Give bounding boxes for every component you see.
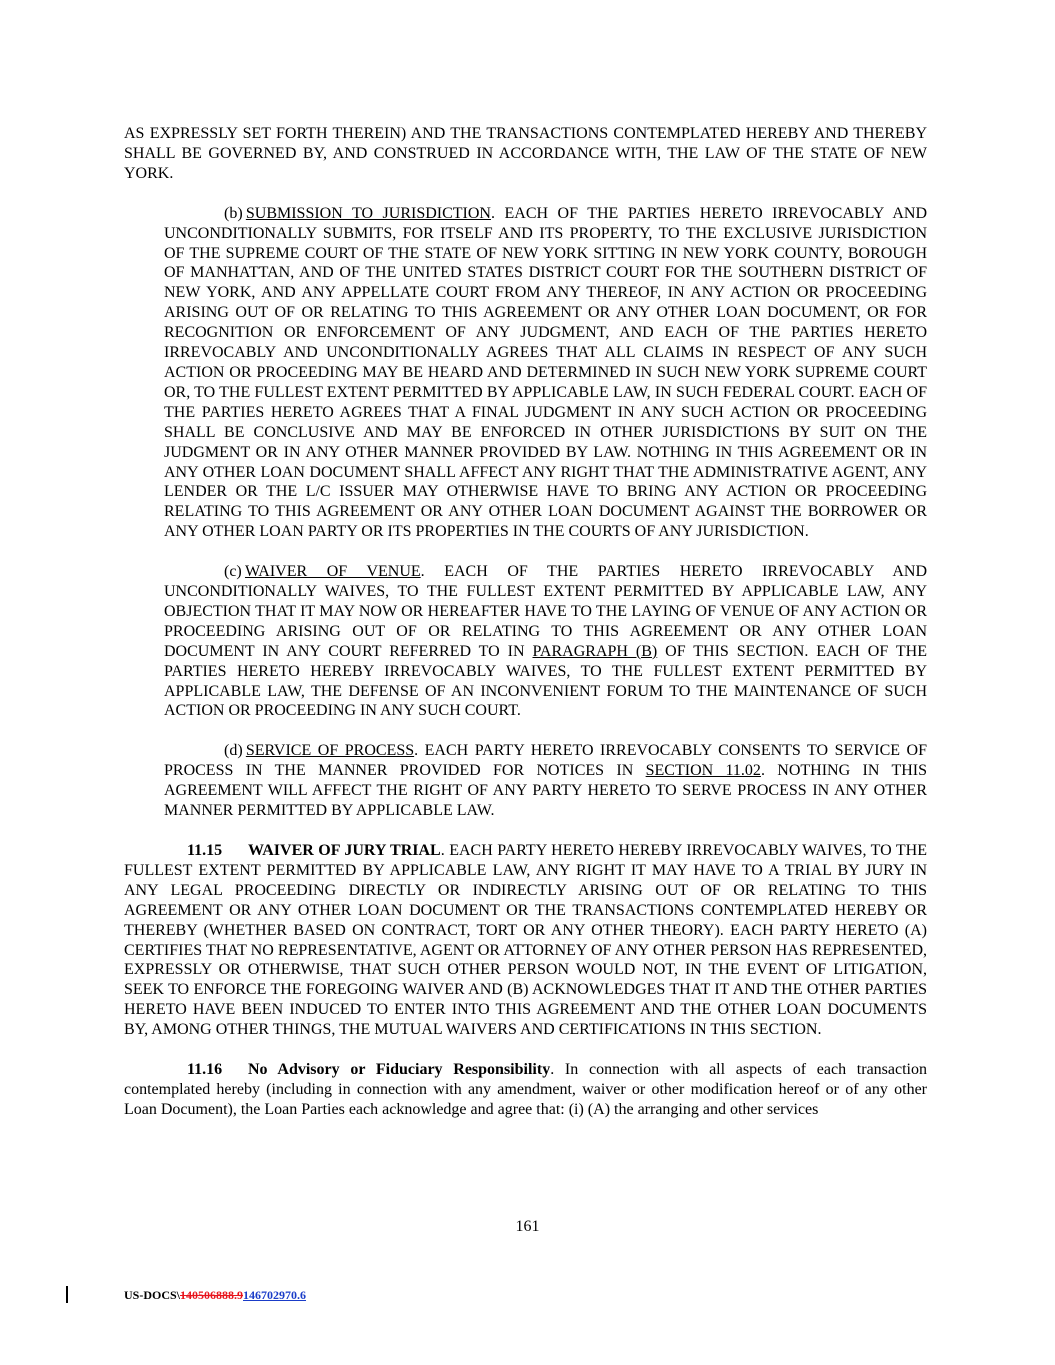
section-11-15-number: 11.15 [187, 842, 223, 859]
paragraph-b-text: . EACH OF THE PARTIES HERETO IRREVOCABLY AND UNCONDITIONALLY SUBMITS, FOR ITSELF AND ITS PROPERTY, TO THE EXCLUSIVE JURISDICTION OF THE SUPREME COURT OF THE STATE OF NEW YORK SITTING IN NEW YORK COUNTY, BOROUGH OF MANHATTAN, AND OF THE UNITED STATES DISTRICT COURT FOR THE SOUTHERN DISTRICT OF NEW YORK, AND ANY APPELLATE COURT FROM ANY THEREOF, IN ANY ACTION OR PROCEEDING ARISING OUT OF OR RELATING TO THIS AGREEMENT OR ANY OTHER LOAN DOCUMENT, OR FOR RECOGNITION OR ENFORCEMENT OF ANY JUDGMENT, AND EACH OF THE PARTIES HERETO IRREVOCABLY AND UNCONDITIONALLY AGREES THAT ALL CLAIMS IN RESPECT OF ANY SUCH ACTION OR PROCEEDING MAY BE HEARD AND DETERMINED IN SUCH NEW YORK SUPREME COURT OR, TO THE FULLEST EXTENT PERMITTED BY APPLICABLE LAW, IN SUCH FEDERAL COURT. EACH OF THE PARTIES HERETO AGREES THAT A FINAL JUDGMENT IN ANY SUCH ACTION OR PROCEEDING SHALL BE CONCLUSIVE AND MAY BE ENFORCED IN OTHER JURISDICTIONS BY SUIT ON THE JUDGMENT OR IN ANY OTHER MANNER PROVIDED BY LAW. NOTHING IN THIS AGREEMENT OR IN ANY OTHER LOAN DOCUMENT SHALL AFFECT ANY RIGHT THAT THE ADMINISTRATIVE AGENT, ANY LENDER OR THE L/C ISSUER MAY OTHERWISE HAVE TO BRING ANY ACTION OR PROCEEDING RELATING TO THIS AGREEMENT OR ANY OTHER LOAN DOCUMENT AGAINST THE BORROWER OR ANY OTHER LOAN PARTY OR ITS PROPERTIES IN THE COURTS OF ANY JURISDICTION. [164, 204, 928, 541]
paragraph-d-text-end: . NOTHING IN THIS AGREEMENT WILL AFFECT THE RIGHT OF ANY PARTY HERETO TO SERVE PROCESS IN ANY OTHER MANNER PERMITTED BY APPLICABLE LAW. [164, 762, 927, 820]
paragraph-d [164, 741, 927, 821]
paragraph-d-text: . EACH PARTY HERETO IRREVOCABLY CONSENTS TO SERVICE OF PROCESS IN THE MANNER PROVIDED FOR NOTICES IN [164, 742, 927, 780]
paragraph-d-label: (d) [224, 742, 243, 760]
section-11-16-heading: No Advisory or Fiduciary Responsibility [248, 1061, 551, 1079]
paragraph-b-heading: SUBMISSION TO JURISDICTION [245, 204, 491, 222]
document-body [124, 124, 927, 1120]
paragraph-b-label: (b) [224, 204, 243, 222]
paragraph-b-reference: PARAGRAPH (B) [532, 642, 658, 660]
section-11-15-heading: WAIVER OF JURY TRIAL [248, 842, 441, 859]
page-number: 161 [515, 1218, 540, 1235]
section-11-15 [124, 841, 927, 1040]
change-bar [66, 1286, 68, 1303]
deleted-document-id: 140506888.9 [180, 1288, 244, 1302]
section-11-16 [124, 1060, 927, 1120]
paragraph-c-heading: WAIVER OF VENUE [244, 563, 421, 581]
paragraph-c [164, 562, 927, 721]
document-id-footer [124, 1288, 306, 1303]
inserted-document-id: 146702970.6 [243, 1288, 307, 1302]
continuation-paragraph: AS EXPRESSLY SET FORTH THEREIN) AND THE TRANSACTIONS CONTEMPLATED HEREBY AND THEREBY SHALL BE GOVERNED BY, AND CONSTRUED IN ACCORDANCE WITH, THE LAW OF THE STATE OF NEW YORK. [124, 125, 927, 182]
paragraph-c-text: . EACH OF THE PARTIES HERETO IRREVOCABLY AND UNCONDITIONALLY WAIVES, TO THE FULLEST EXTENT PERMITTED BY APPLICABLE LAW, ANY OBJECTION THAT IT MAY NOW OR HEREAFTER HAVE TO THE LAYING OF VENUE OF ANY ACTION OR PROCEEDING ARISING OUT OF OR RELATING TO THIS AGREEMENT OR ANY OTHER LOAN DOCUMENT IN ANY COURT REFERRED TO IN [164, 563, 928, 660]
section-11-15-text: . EACH PARTY HERETO HEREBY IRREVOCABLY WAIVES, TO THE FULLEST EXTENT PERMITTED BY APPLICABLE LAW, ANY RIGHT IT MAY HAVE TO A TRIAL BY JURY IN ANY LEGAL PROCEEDING DIRECTLY OR INDIRECTLY ARISING OUT OF OR RELATING TO THIS AGREEMENT OR ANY OTHER LOAN DOCUMENT OR THE TRANSACTIONS CONTEMPLATED HEREBY OR THEREBY (WHETHER BASED ON CONTRACT, TORT OR ANY OTHER THEORY). EACH PARTY HERETO (A) CERTIFIES THAT NO REPRESENTATIVE, AGENT OR ATTORNEY OF ANY OTHER PERSON HAS REPRESENTED, EXPRESSLY OR OTHERWISE, THAT SUCH OTHER PERSON WOULD NOT, IN THE EVENT OF LITIGATION, SEEK TO ENFORCE THE FOREGOING WAIVER AND (B) ACKNOWLEDGES THAT IT AND THE OTHER PARTIES HERETO HAVE BEEN INDUCED TO ENTER INTO THIS AGREEMENT AND THE OTHER LOAN DOCUMENTS BY, AMONG OTHER THINGS, THE MUTUAL WAIVERS AND CERTIFICATIONS IN THIS SECTION. [124, 842, 928, 1039]
paragraph-c-label: (c) [224, 563, 242, 581]
footer-prefix: US-DOCS\ [124, 1288, 181, 1302]
paragraph-c-text-end: OF THIS SECTION. EACH OF THE PARTIES HERETO HEREBY IRREVOCABLY WAIVES, TO THE FULLEST EXTENT PERMITTED BY APPLICABLE LAW, THE DEFENSE OF AN INCONVENIENT FORUM TO THE MAINTENANCE OF SUCH ACTION OR PROCEEDING IN ANY SUCH COURT. [164, 642, 928, 720]
section-11-16-number: 11.16 [187, 1061, 223, 1079]
paragraph-d-heading: SERVICE OF PROCESS [245, 742, 415, 760]
section-11-16-text: . In connection with all aspects of each transaction contemplated hereby (including in connection with any amendment, waiver or other modification hereof or of any other Loan Document), the Loan Parties each acknowledge and agree that: (i) (A) the arranging and other services [124, 1061, 927, 1118]
section-1102-reference: SECTION 11.02 [645, 762, 761, 780]
paragraph-b [164, 204, 927, 542]
